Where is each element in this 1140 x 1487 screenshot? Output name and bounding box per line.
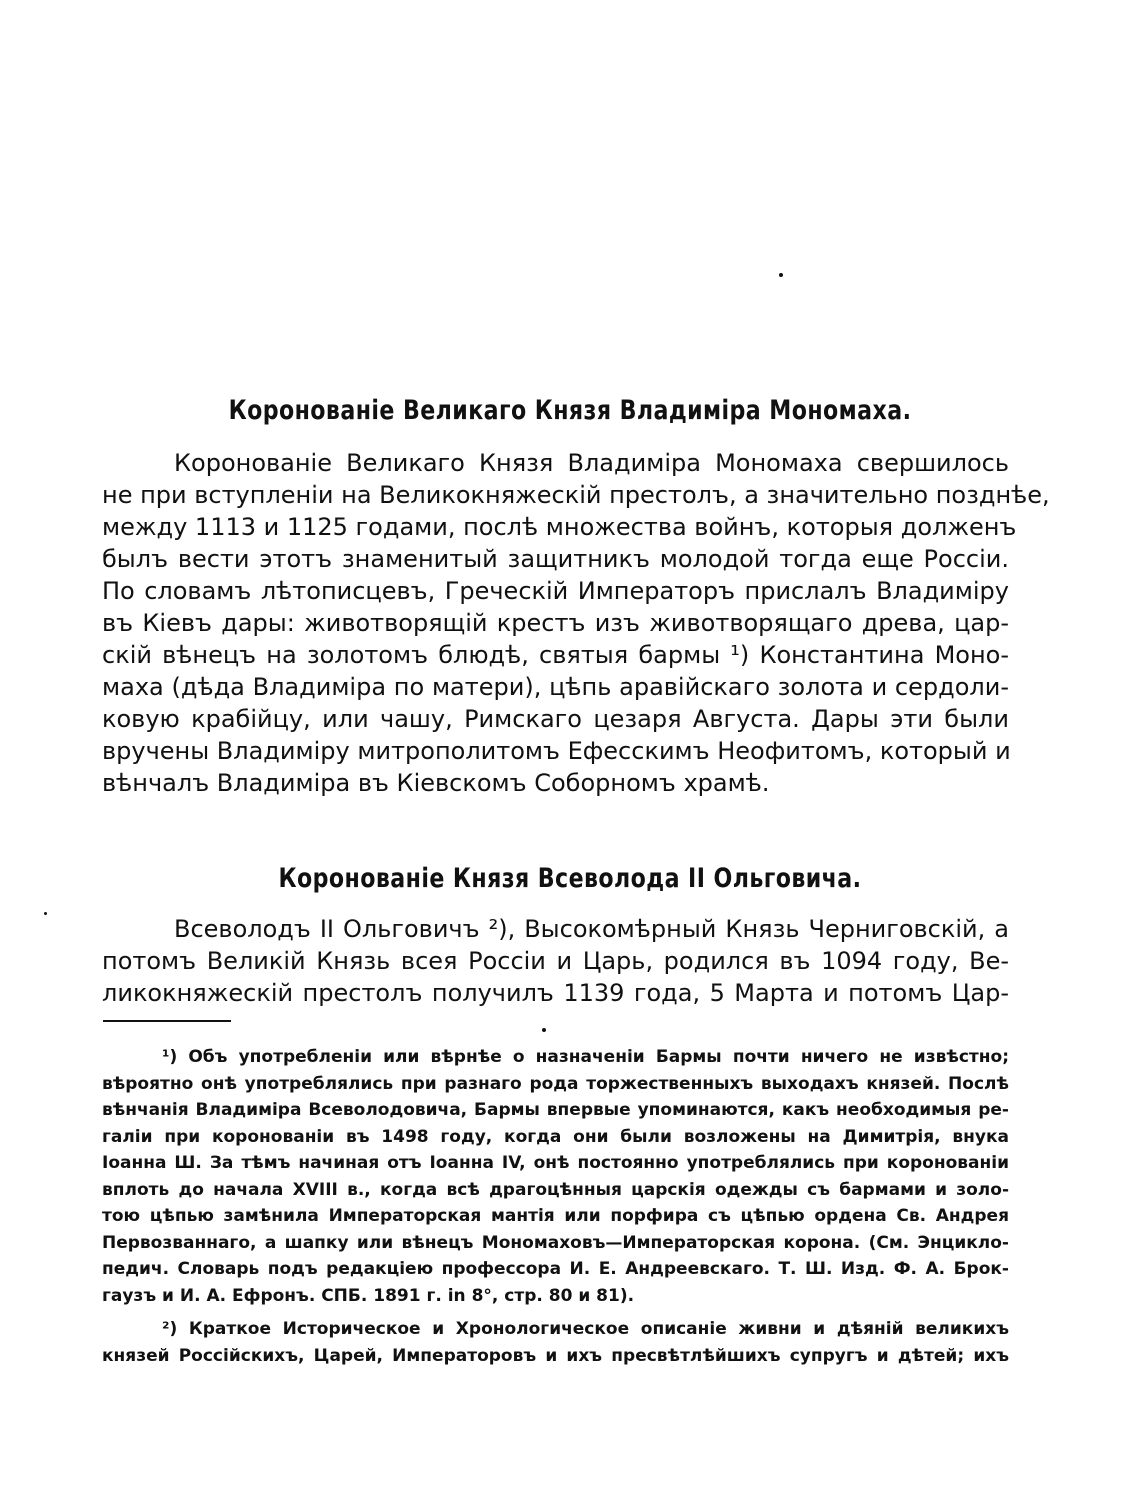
footnote-line: Іоанна Ш. За тѣмъ начиная отъ Іоанна IV, онѣ постоянно употреблялись при коронованіи — [102, 1153, 1009, 1173]
footnote-line: педич. Словарь подъ редакціею профессора И. Е. Андреевскаго. Т. Ш. Изд. Ф. А. Брок- — [102, 1259, 1009, 1279]
footnote-line: тою цѣпью замѣнила Императорская мантія или порфира съ цѣпью ордена Св. Андрея — [102, 1206, 1009, 1226]
footnote-line: вѣроятно онѣ употреблялись при разнаго рода торжественныхъ выходахъ князей. Послѣ — [102, 1073, 1009, 1094]
footnote-line: ¹) Объ употребленіи или вѣрнѣе о назначеніи Бармы почти ничего не извѣстно; — [162, 1047, 1009, 1067]
text-line: скій вѣнецъ на золотомъ блюдѣ, святыя бармы ¹) Константина Моно- — [102, 641, 1009, 669]
text-line: не при вступленіи на Великокняжескій престолъ, а значительно позднѣе, — [102, 481, 1050, 509]
footnote-line: галіи при коронованіи въ 1498 году, когда они были возложены на Димитрія, внука — [102, 1126, 1009, 1147]
footnote-divider — [103, 1020, 231, 1022]
text-line: Всеволодъ II Ольговичъ ²), Высокомѣрный Князь Черниговскій, а — [174, 915, 1009, 943]
footnote-line: вѣнчанія Владиміра Всеволодовича, Бармы впервые упоминаются, какъ необходимыя ре- — [102, 1100, 1009, 1120]
text-line: ковую крабійцу, или чашу, Римскаго цезаря Августа. Дары эти были — [102, 705, 1009, 733]
footnote-line: вплоть до начала XVIII в., когда всѣ драгоцѣнныя царскія одежды съ бармами и золо- — [102, 1179, 1009, 1200]
print-speck — [44, 912, 47, 915]
text-line: между 1113 и 1125 годами, послѣ множества войнъ, которыя долженъ — [102, 513, 1017, 541]
text-line: потомъ Великій Князь всея Россіи и Царь, родился въ 1094 году, Ве- — [102, 947, 1009, 975]
section-heading-vsevolod: Коронованіе Князя Всеволода II Ольговича. — [278, 863, 862, 894]
print-speck — [779, 273, 783, 277]
text-line: вѣнчалъ Владиміра въ Кіевскомъ Соборномъ храмѣ. — [102, 769, 770, 797]
text-line: ликокняжескій престолъ получилъ 1139 года, 5 Марта и потомъ Цар- — [102, 979, 1009, 1007]
footnote-line: князей Россійскихъ, Царей, Императоровъ и ихъ пресвѣтлѣйшихъ супругъ и дѣтей; ихъ — [102, 1345, 1009, 1366]
text-line: вручены Владиміру митрополитомъ Ефесскимъ Неофитомъ, который и — [102, 737, 1011, 765]
text-line: По словамъ лѣтописцевъ, Греческій Императоръ прислалъ Владиміру — [102, 577, 1009, 605]
footnote-line: гаузъ и И. А. Ефронъ. СПБ. 1891 г. in 8°, стр. 80 и 81). — [102, 1285, 635, 1306]
footnote-line: Первозваннаго, а шапку или вѣнецъ Мономаховъ—Императорская корона. (См. Энцикло- — [102, 1232, 1009, 1253]
footnote-2 — [102, 1316, 1009, 1369]
print-speck — [542, 1028, 546, 1032]
text-line: въ Кіевъ дары: животворящій крестъ изъ животворящаго древа, цар- — [102, 609, 1009, 637]
footnote-1 — [102, 1044, 1009, 1309]
section-body-monomakh — [102, 447, 1050, 799]
footnote-line: ²) Краткое Историческое и Хронологическое описаніе живни и дѣяній великихъ — [162, 1319, 1009, 1339]
text-line: Коронованіе Великаго Князя Владиміра Мономаха свершилось — [174, 449, 1009, 477]
section-body-vsevolod — [102, 913, 1009, 1009]
section-heading-monomakh: Коронованіе Великаго Князя Владиміра Мономаха. — [228, 395, 912, 426]
text-line: былъ вести этотъ знаменитый защитникъ молодой тогда еще Россіи. — [102, 545, 1009, 573]
text-line: маха (дѣда Владиміра по матери), цѣпь аравійскаго золота и сердоли- — [102, 673, 1009, 701]
